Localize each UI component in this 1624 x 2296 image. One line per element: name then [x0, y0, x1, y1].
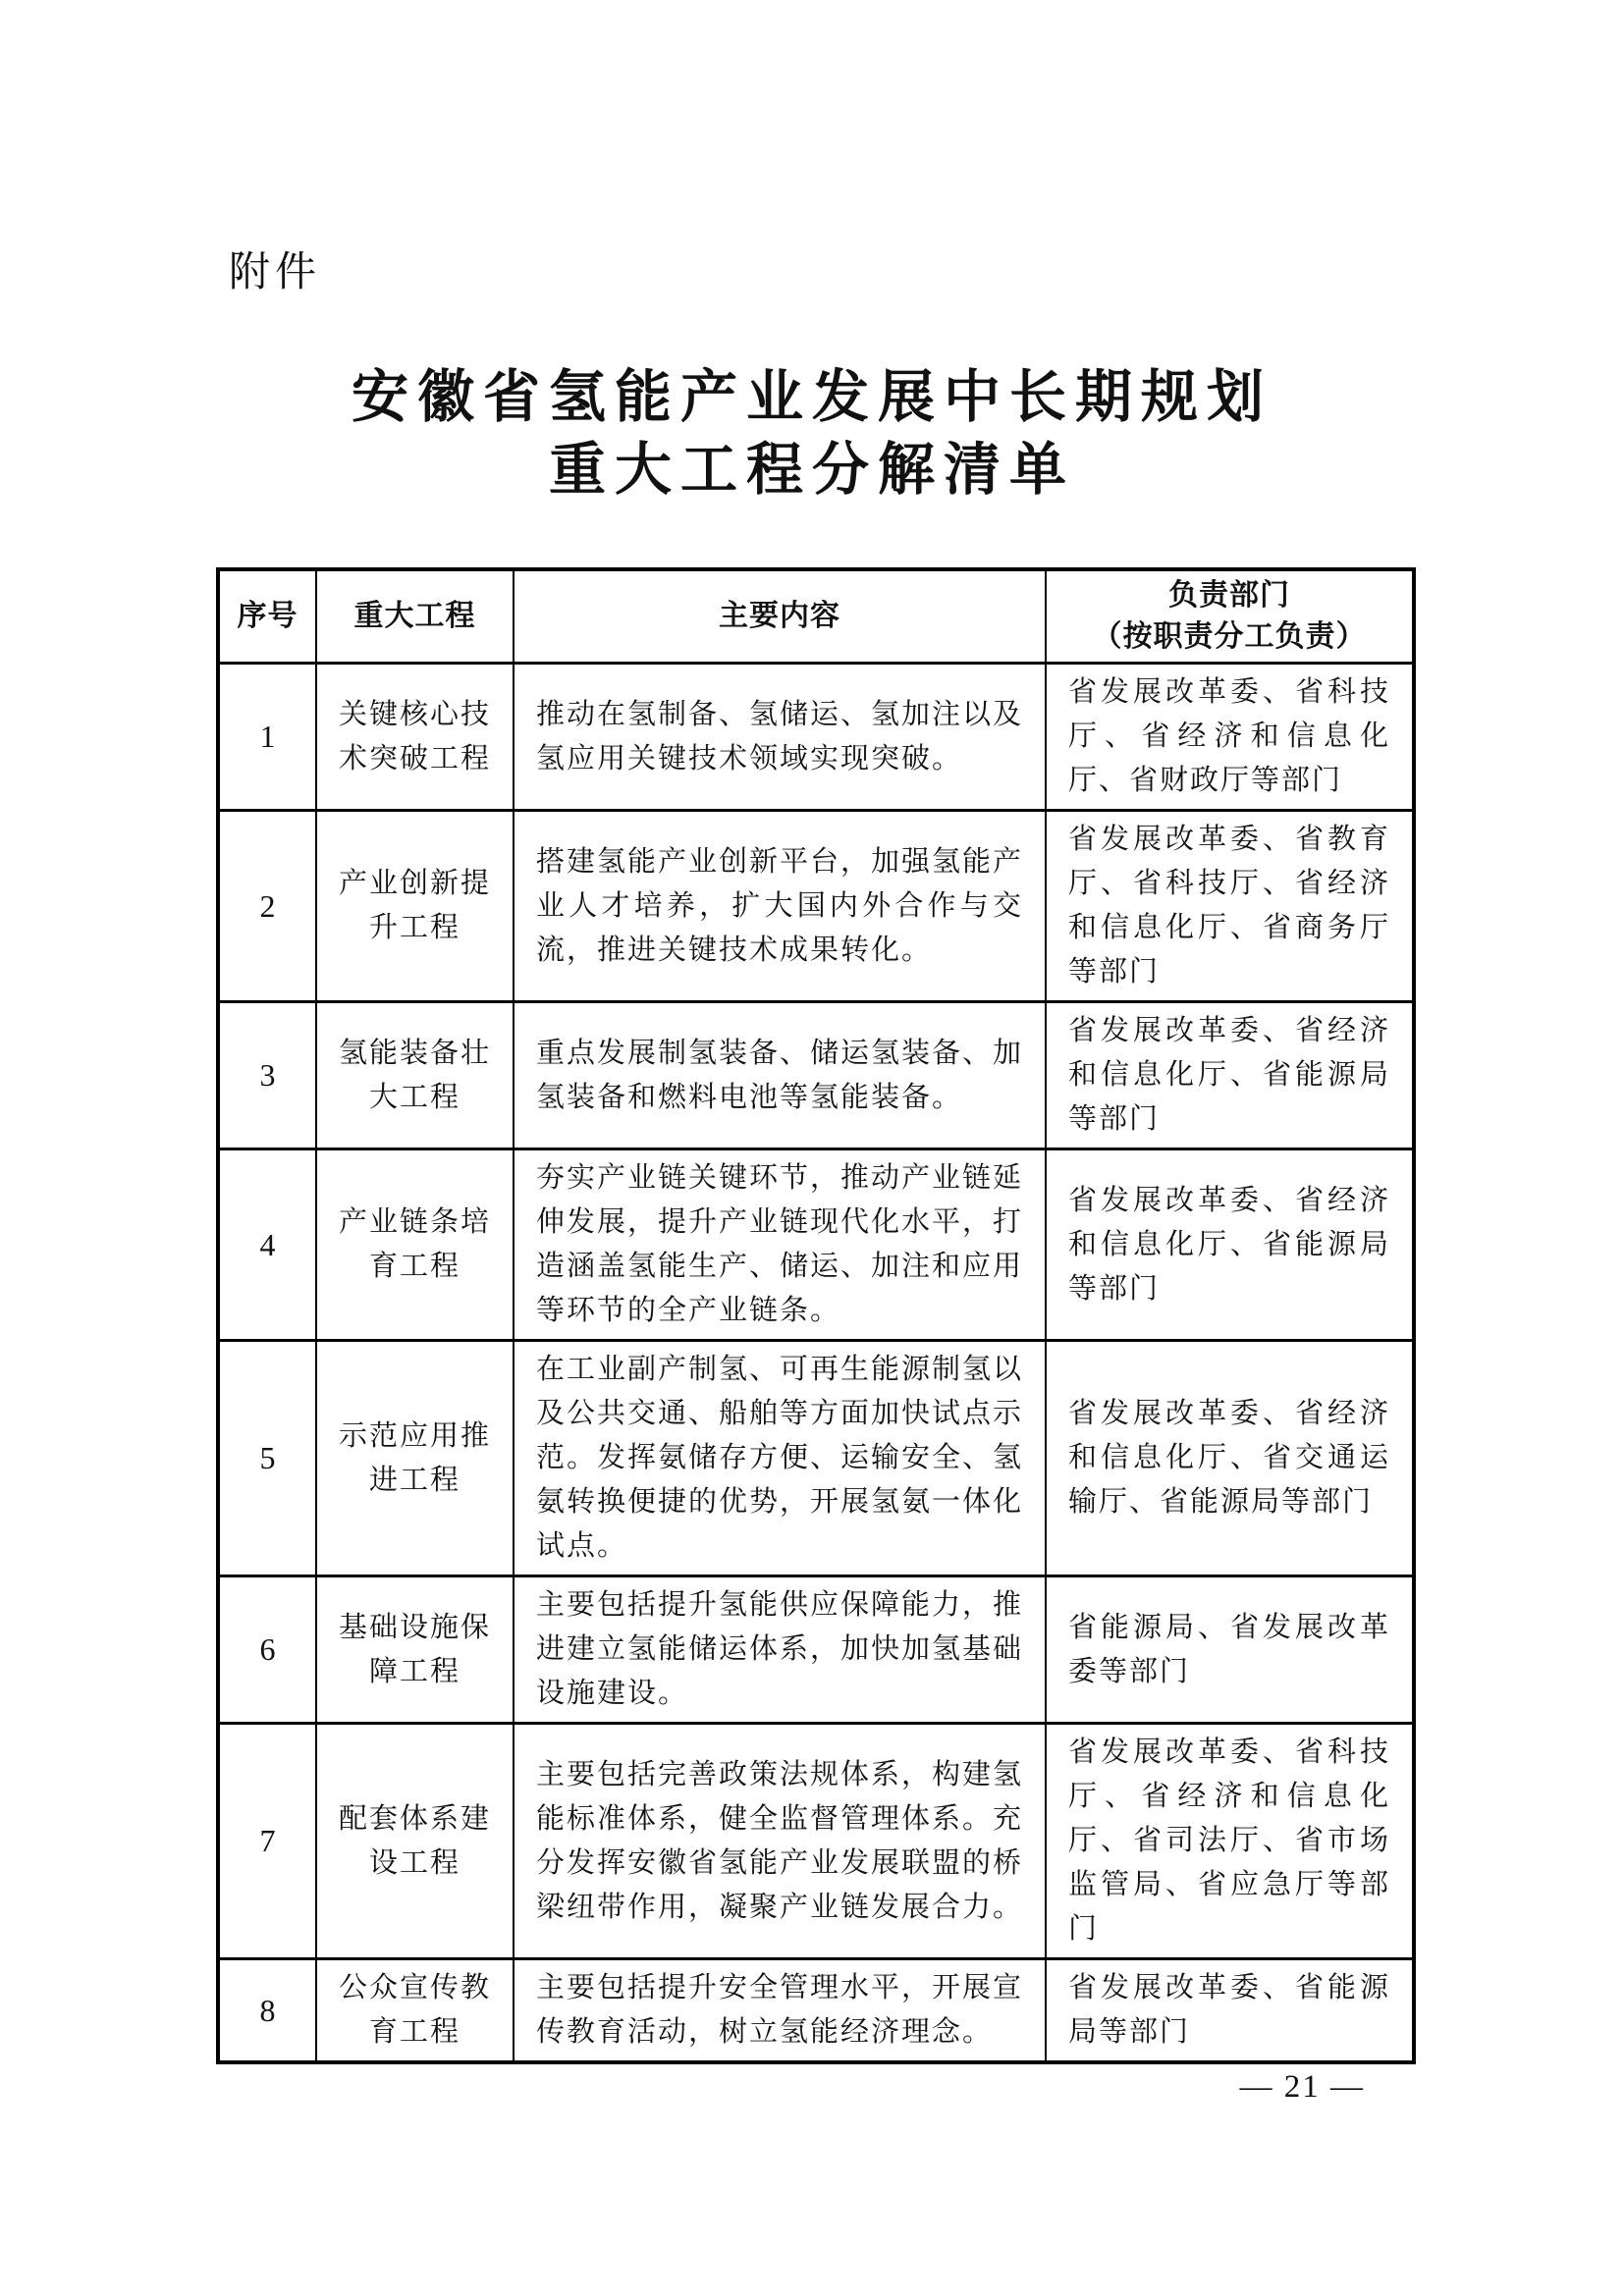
department-cell: 省发展改革委、省经济和信息化厅、省能源局等部门	[1046, 1002, 1414, 1149]
main-content-cell: 主要包括提升氢能供应保障能力，推进建立氢能储运体系，加快加氢基础设施建设。	[514, 1576, 1046, 1724]
table-row	[218, 1959, 1414, 2063]
title-line-1: 安徽省氢能产业发展中长期规划	[351, 365, 1272, 429]
project-name-cell: 公众宣传教育工程	[316, 1959, 514, 2063]
header-col-no: 序号	[218, 569, 316, 664]
project-name-cell: 基础设施保障工程	[316, 1576, 514, 1724]
document-title	[0, 361, 1624, 507]
department-cell: 省发展改革委、省能源局等部门	[1046, 1959, 1414, 2063]
project-name-cell: 产业链条培育工程	[316, 1149, 514, 1341]
department-cell: 省发展改革委、省科技厅、省经济和信息化厅、省财政厅等部门	[1046, 664, 1414, 811]
header-dept-line-1: 负责部门	[1168, 579, 1290, 612]
department-cell: 省能源局、省发展改革委等部门	[1046, 1576, 1414, 1724]
table-row	[218, 1341, 1414, 1576]
row-number-cell: 3	[218, 1002, 316, 1149]
department-cell: 省发展改革委、省经济和信息化厅、省能源局等部门	[1046, 1149, 1414, 1341]
page-number: — 21 —	[1239, 2069, 1365, 2105]
project-name-cell: 配套体系建设工程	[316, 1724, 514, 1959]
row-number-cell: 8	[218, 1959, 316, 2063]
header-col-content: 主要内容	[514, 569, 1046, 664]
main-content-cell: 重点发展制氢装备、储运氢装备、加氢装备和燃料电池等氢能装备。	[514, 1002, 1046, 1149]
main-content-cell: 主要包括完善政策法规体系，构建氢能标准体系，健全监督管理体系。充分发挥安徽省氢能产业发展联盟的桥梁纽带作用，凝聚产业链发展合力。	[514, 1724, 1046, 1959]
row-number-cell: 4	[218, 1149, 316, 1341]
project-name-cell: 示范应用推进工程	[316, 1341, 514, 1576]
projects-table	[216, 567, 1416, 2064]
table-row	[218, 1576, 1414, 1724]
row-number-cell: 2	[218, 811, 316, 1002]
title-line-2: 重大工程分解清单	[548, 438, 1075, 502]
table-row	[218, 664, 1414, 811]
table-row	[218, 1002, 1414, 1149]
row-number-cell: 7	[218, 1724, 316, 1959]
main-content-cell: 推动在氢制备、氢储运、氢加注以及氢应用关键技术领域实现突破。	[514, 664, 1046, 811]
project-name-cell: 关键核心技术突破工程	[316, 664, 514, 811]
header-dept-line-2: （按职责分工负责）	[1092, 620, 1367, 653]
department-cell: 省发展改革委、省经济和信息化厅、省交通运输厅、省能源局等部门	[1046, 1341, 1414, 1576]
main-content-cell: 在工业副产制氢、可再生能源制氢以及公共交通、船舶等方面加快试点示范。发挥氨储存方便、运输安全、氢氨转换便捷的优势，开展氢氨一体化试点。	[514, 1341, 1046, 1576]
row-number-cell: 6	[218, 1576, 316, 1724]
row-number-cell: 1	[218, 664, 316, 811]
row-number-cell: 5	[218, 1341, 316, 1576]
main-content-cell: 夯实产业链关键环节，推动产业链延伸发展，提升产业链现代化水平，打造涵盖氢能生产、储运、加注和应用等环节的全产业链条。	[514, 1149, 1046, 1341]
header-col-project: 重大工程	[316, 569, 514, 664]
header-col-dept	[1046, 569, 1414, 664]
department-cell: 省发展改革委、省科技厅、省经济和信息化厅、省司法厅、省市场监管局、省应急厅等部门	[1046, 1724, 1414, 1959]
table-row	[218, 1724, 1414, 1959]
main-content-cell: 搭建氢能产业创新平台，加强氢能产业人才培养，扩大国内外合作与交流，推进关键技术成果转化。	[514, 811, 1046, 1002]
table-row	[218, 1149, 1414, 1341]
department-cell: 省发展改革委、省教育厅、省科技厅、省经济和信息化厅、省商务厅等部门	[1046, 811, 1414, 1002]
project-name-cell: 氢能装备壮大工程	[316, 1002, 514, 1149]
attachment-label: 附件	[229, 248, 322, 294]
table-row	[218, 811, 1414, 1002]
project-name-cell: 产业创新提升工程	[316, 811, 514, 1002]
table-header-row	[218, 569, 1414, 664]
main-content-cell: 主要包括提升安全管理水平，开展宣传教育活动，树立氢能经济理念。	[514, 1959, 1046, 2063]
